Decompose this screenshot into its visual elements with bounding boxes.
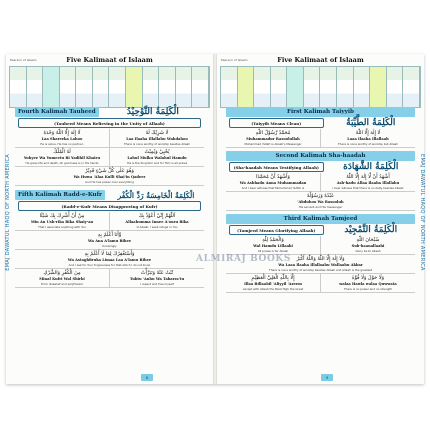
translation: That I associate anything with You <box>38 225 86 229</box>
translation: except with Allaah the Most High the Great <box>242 287 304 291</box>
translation: I repent and free myself <box>140 282 174 286</box>
arabic-text: وَأَشْهَدُ أَنَّ مُحَمَّدًا <box>256 174 290 180</box>
arabic-title: الْكَلِمَةُ الشَّهَادَة <box>343 162 399 172</box>
alphabet-strip <box>9 66 210 108</box>
transliteration: Yuhyee Wa Yumeetu Bi Yadihil Khairu <box>23 156 101 160</box>
translation: And I ask for Your forgiveness for that which I do not know <box>68 263 151 267</box>
section-subheading: (Radd-e-Kufr Means Disapproving of Kufr) <box>18 201 201 211</box>
content-area <box>15 107 204 288</box>
translation: There is no power and no strength <box>343 287 393 291</box>
translation: He gives life and death, All goodness is in His hands <box>25 161 99 165</box>
arabic-text: سُبْحَانَ اللّٰهِ <box>356 237 380 243</box>
section-heading: First Kalimah Taiyyib <box>226 107 415 117</box>
transliteration: Wa Laaa Ilaaha Illallaahu Wallaahu Akbar <box>278 263 363 267</box>
section-subheading: (Taiyyib Means Clean) <box>229 118 324 128</box>
transliteration: Minal Kufri Wal Shirki <box>39 277 85 281</box>
translation: There is none worthy of worship but Allaah <box>337 142 399 146</box>
page-title: Five Kalimaat of Islaam <box>66 56 153 64</box>
transliteration: Wal Hamdu Lillaahi <box>253 244 293 248</box>
arabic-text: عَبْدُهٗ وَرَسُوْلُهٗ <box>306 193 335 199</box>
transliteration: Illaa Billaahil 'Aliyyil 'Azeem <box>244 282 302 286</box>
translation: His is the Kingdom and for Him is all praise <box>126 161 188 165</box>
table-row <box>15 212 204 231</box>
transliteration: Wa Astaghfiruka Limaa Laa A'lamu Bihee <box>67 258 152 262</box>
arabic-text: وَأَسْتَغْفِرُكَ لِمَا لَا أَعْلَمُ بِهِ <box>84 251 135 257</box>
arabic-text: لَا إِلٰهَ إِلَّا اللّٰهُ <box>355 130 381 136</box>
transliteration: Laa Shareeka Lahoo <box>41 137 83 141</box>
transliteration: Lahul Mulku Walahul Hamdu <box>127 156 187 160</box>
arabic-text: لَهُ الْمُلْكُ <box>53 149 71 155</box>
translation: And He has power over everything <box>85 180 134 184</box>
transliteration: Wa Ashhadu Anna Muhammadan <box>239 181 307 185</box>
transliteration: Muhammadur Rasoolullah <box>246 137 300 141</box>
table-row <box>15 269 204 288</box>
table-row <box>15 129 204 148</box>
arabic-title: الْكَلِمَةُ الْخَامِسَةُ رَدِّ الْكُفْر <box>117 190 195 200</box>
arabic-text: وَلَا حَوْلَ وَلَا قُوَّةَ <box>351 275 385 281</box>
transliteration: Tubtu 'Anhu Wa Tabarra'tu <box>129 277 185 281</box>
table-row <box>15 167 204 186</box>
arabic-text: وَهُوَ عَلٰى كُلِّ شَيْءٍ قَدِيْرٌ <box>85 168 134 174</box>
right-page <box>217 54 424 384</box>
table-row <box>226 236 415 255</box>
arabic-text: مُحَمَّدٌ رَّسُوْلُ اللّٰهِ <box>255 130 291 136</box>
translation: Knowingly <box>102 244 117 248</box>
translation: I bear witness that there is no deity besides Allaah <box>332 186 404 190</box>
arabic-text: لَا إِلٰهَ إِلَّا اللّٰهُ وَحْدَهُ <box>43 130 81 136</box>
section-heading: Second Kalimah Sha-haadah <box>226 151 415 161</box>
book-spread <box>6 54 424 384</box>
arabic-text: مِنَ الْكُفْرِ وَالشِّرْكِ <box>43 270 81 276</box>
table-row <box>226 129 415 148</box>
section-heading: Third Kalimah Tamjeed <box>226 214 415 224</box>
table-row <box>15 231 204 250</box>
transliteration: Ash-hadu Allaa Ilaaha Illallahu <box>336 181 400 185</box>
section-subheading: (Tauheed Means Believing in the Unity of Allaah) <box>18 118 201 128</box>
translation: Glory be to Allaah <box>355 249 381 253</box>
section-heading: Fifth Kalimah Radd-e-Kufr <box>15 190 105 200</box>
header-small-text: Pearson of Islaam <box>221 58 248 62</box>
transliteration: Wa Huwa 'Alaa Kulli Shai'in Qadeer <box>73 175 146 179</box>
arabic-text: إِلَّا بِاللّٰهِ الْعَلِيِّ الْعَظِيْمِ <box>251 275 295 281</box>
arabic-text: لَا شَرِيْكَ لَهُ <box>145 130 169 136</box>
table-row <box>226 173 415 192</box>
translation: His servant and His messenger <box>298 205 343 209</box>
section-heading: Fourth Kalimah Tauheed <box>15 107 99 117</box>
transliteration: 'Abduhoo Wa Rasooluh <box>297 200 344 204</box>
section-subheading: (Tamjeed Means Glorifying Allaah) <box>229 225 324 235</box>
translation: There is none worthy of worship besides Allaah and Allaah is the greatest <box>269 268 372 272</box>
arabic-text: مِنْ أَنْ أُشْرِكَ بِكَ شَيْئًا <box>39 213 85 219</box>
transliteration: Laa Ilaaha Illallahu Wahdahoo <box>126 137 188 141</box>
arabic-text: يُحْيِيْ وَيُمِيْتُ <box>144 149 170 155</box>
page-number: 9 <box>321 374 333 381</box>
transliteration: Allaahumma Innee A'oozu Bika <box>125 220 189 224</box>
table-row <box>226 192 415 211</box>
arabic-text: وَّأَنَا أَعْلَمُ بِهِ <box>97 232 122 238</box>
table-row <box>15 148 204 167</box>
alphabet-strip <box>220 66 421 108</box>
page-title: Five Kalimaat of Islaam <box>277 56 364 64</box>
arabic-title: الْكَلِمَةُ التَّمْجِيْد <box>344 225 398 235</box>
page-header <box>217 56 424 66</box>
translation: He is alone, He has no partner, <box>40 142 84 146</box>
page-header <box>6 56 213 66</box>
translation: There is none worthy of worship besides Allaah <box>123 142 191 146</box>
side-text: EMAJ DAWATUL HAQQ OF NORTH AMERICA <box>419 154 425 271</box>
transliteration: walaa Hawla walaa Quwwata <box>339 282 397 286</box>
page-number: 8 <box>141 374 153 381</box>
header-small-text: Pearson of Islaam <box>10 58 37 62</box>
content-area <box>226 107 415 293</box>
translation: O Allaah, I seek refuge in You <box>136 225 178 229</box>
arabic-text: وَلَا إِلٰهَ إِلَّا اللّٰهُ وَاللّٰهُ أَكْبَرُ <box>296 256 345 262</box>
section-subheading: (Sha-haadah Means Testifying Allaah) <box>229 162 324 172</box>
table-row <box>226 274 415 293</box>
arabic-text: تُبْتُ عَنْهُ وَتَبَرَّأْتُ <box>140 270 174 276</box>
arabic-title: الْكَلِمَةُ التَّوْحِيْدُ <box>126 107 179 117</box>
arabic-text: أَشْهَدُ أَنْ لَّا إِلٰهَ إِلَّا اللّٰهُ <box>346 174 390 180</box>
translation: From disbelief and polytheism <box>40 282 84 286</box>
arabic-text: اَللّٰهُمَّ إِنِّيْ أَعُوْذُ بِكَ <box>138 213 176 219</box>
translation: Muhammad (SAW) is Allaah's Messenger <box>244 142 302 146</box>
transliteration: Min An Ush-rika Bika Shaiy-an <box>30 220 94 224</box>
table-row <box>15 250 204 269</box>
arabic-text: وَالْحَمْدُ لِلّٰهِ <box>262 237 284 243</box>
transliteration: Laaa Ilaaha Illallaah <box>347 137 389 141</box>
arabic-title: الْكَلِمَةُ الطَّيِّبَةُ <box>346 118 396 128</box>
transliteration: Wa Ana A'lamu Bihee <box>87 239 132 243</box>
translation: And I bear witness that Muhammad (SAW) is <box>241 186 305 190</box>
left-page <box>6 54 213 384</box>
watermark: ALMIRAJ BOOKS <box>196 254 291 264</box>
transliteration: Sub-haanallaahi <box>351 244 385 248</box>
side-text: EMAJ DAWATUL HAQQ OF NORTH AMERICA <box>5 154 11 271</box>
translation: All praise is for Allaah <box>257 249 289 253</box>
